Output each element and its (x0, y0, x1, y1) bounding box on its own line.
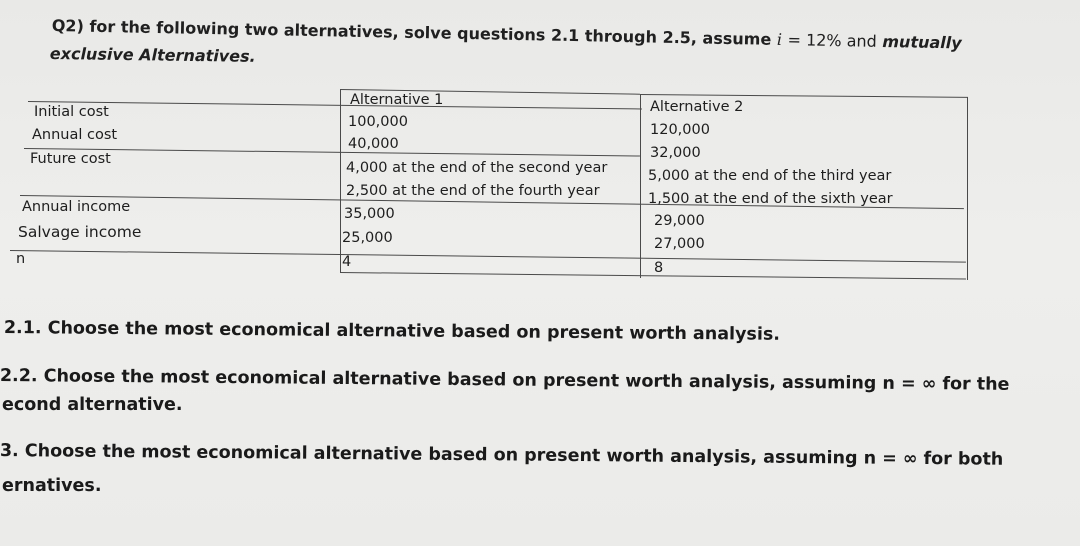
question-2-3-line1: 3. Choose the most economical alternative based on present worth analysis, assuming n = ∞ for both (0, 441, 1004, 470)
header-prefix: Q2) for the following two alternatives, solve questions 2.1 through 2.5, assume (51, 16, 772, 49)
table-rule (640, 94, 641, 278)
table-rule (340, 90, 341, 273)
header-line2-text: exclusive Alternatives. (49, 44, 256, 66)
alt2-salvage-income: 27,000 (654, 236, 705, 252)
table-rule (28, 101, 642, 110)
table-rule (640, 94, 968, 98)
alt1-n: 4 (342, 254, 352, 270)
row-label-n: n (16, 251, 26, 267)
table-rule (340, 272, 966, 280)
question-2-2-line2: econd alternative. (2, 395, 183, 415)
alt1-annual-cost: 40,000 (348, 136, 399, 152)
alt1-future-cost-2: 2,500 at the end of the fourth year (346, 183, 600, 199)
row-label-annual-income: Annual income (22, 199, 131, 215)
question-2-1: 2.1. Choose the most economical alternative based on present worth analysis. (3, 318, 781, 345)
alt2-annual-cost: 32,000 (650, 145, 701, 161)
alt1-future-cost-1: 4,000 at the end of the second year (346, 160, 608, 176)
table-rule (967, 97, 968, 280)
column-header-alt1: Alternative 1 (350, 92, 444, 108)
question-2-3-line2: ernatives. (2, 476, 102, 496)
alt2-annual-income: 29,000 (654, 213, 705, 229)
header-rate: = 12% and (787, 30, 877, 51)
row-label-future-cost: Future cost (30, 151, 111, 167)
column-header-alt2: Alternative 2 (650, 99, 744, 115)
alt1-salvage-income: 25,000 (342, 230, 393, 246)
table-rule (10, 250, 966, 263)
alt1-annual-income: 35,000 (344, 206, 395, 222)
alt2-future-cost-1: 5,000 at the end of the third year (648, 168, 892, 184)
header-variable: i (776, 29, 783, 50)
question-2-2-line1: 2.2. Choose the most economical alternative based on present worth analysis, assuming n = ∞ for the (0, 366, 1010, 395)
row-label-initial-cost: Initial cost (34, 104, 109, 120)
alt2-initial-cost: 120,000 (650, 122, 710, 138)
table-rule (24, 148, 640, 157)
row-label-annual-cost: Annual cost (32, 127, 118, 143)
alt2-future-cost-2: 1,500 at the end of the sixth year (648, 191, 893, 207)
alt1-initial-cost: 100,000 (348, 114, 408, 130)
alt2-n: 8 (654, 260, 664, 276)
row-label-salvage-income: Salvage income (18, 223, 142, 241)
header-emphasis: mutually (882, 31, 962, 53)
